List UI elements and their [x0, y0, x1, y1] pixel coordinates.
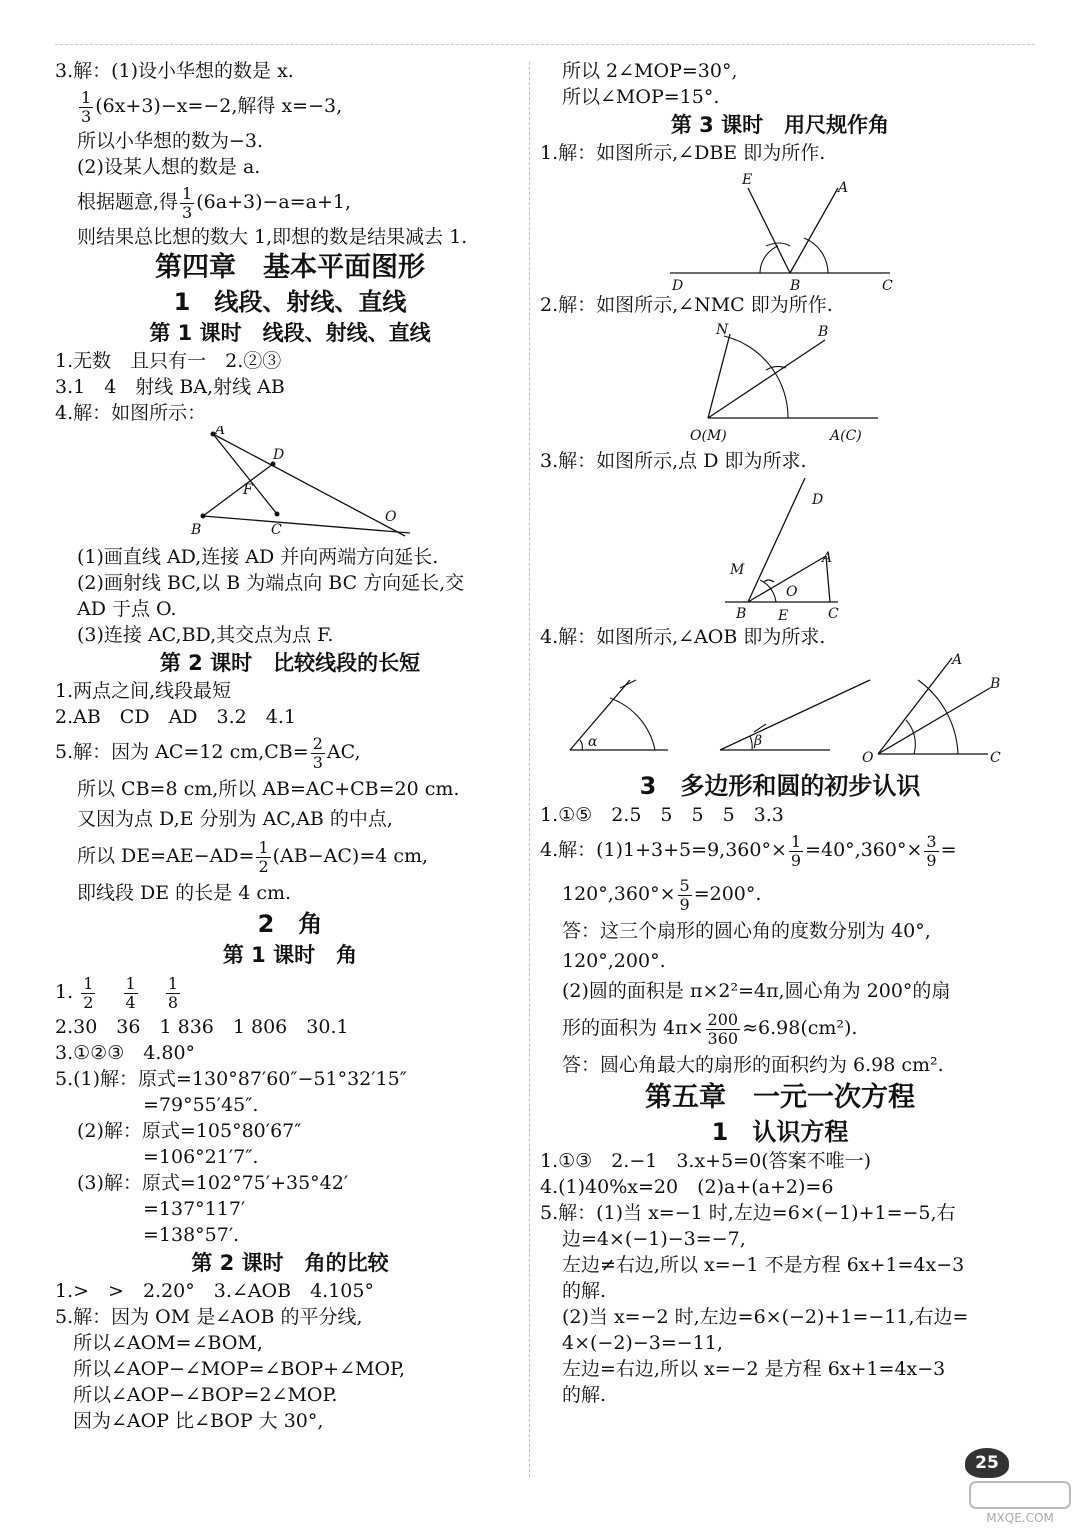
fraction: $\frac{1}{3}$ [182, 183, 193, 222]
line: 的解. [562, 1384, 607, 1406]
line: 左边≠右边,所以 x=−1 不是方程 6x+1=4x−3 [562, 1254, 965, 1276]
line: 左边=右边,所以 x=−2 是方程 6x+1=4x−3 [562, 1358, 946, 1380]
line: (1)画直线 AD,连接 AD 并向两端方向延长. [77, 546, 439, 568]
angle-label: α [588, 734, 598, 750]
line: 根据题意,得 $\frac{1}{3}$ (6a+3)−a=a+1, [77, 183, 352, 222]
answer-line: 3.①②③ 4.80° [55, 1042, 196, 1064]
right-column [540, 58, 1020, 1408]
line: 所以∠MOP=15°. [562, 86, 720, 108]
line: 则结果总比想的数大 1,即想的数是结果减去 1. [77, 226, 468, 248]
point-label: B [790, 278, 801, 292]
line: 答：这三个扇形的圆心角的度数分别为 40°, [562, 920, 931, 942]
chapter-title: 第五章 一元一次方程 [645, 1082, 915, 1113]
answer-line: 1.无数 且只有一 2.②③ [55, 350, 282, 372]
fraction: $\frac{3}{9}$ [926, 831, 937, 870]
fraction: $\frac{1}{3}$ [81, 87, 92, 126]
answer-line: 4.(1)40%x=20 (2)a+(a+2)=6 [540, 1176, 834, 1198]
answer-line: 1.> > 2.20° 3.∠AOB 4.105° [55, 1280, 374, 1302]
line: 4.解：(1)1+3+5=9,360°× $\frac{1}{9}$ =40°,360°× $\frac{3}{9}$ = [540, 831, 957, 870]
line: =79°55′45″. [143, 1094, 259, 1116]
lesson-title: 第 1 课时 线段、射线、直线 [149, 321, 431, 345]
point-label: A(C) [830, 428, 862, 444]
point-label: C [828, 606, 839, 622]
answer-line: 3.1 4 射线 BA,射线 AB [55, 376, 285, 398]
line: 的解. [562, 1280, 607, 1302]
point-label: F [243, 482, 253, 498]
answer-line: 1. $\frac{1}{2}$ $\frac{1}{4}$ $\frac{1}{8}$ [55, 973, 179, 1012]
point-label: E [742, 172, 753, 188]
figure-point-d [540, 474, 1020, 624]
point-label: B [191, 522, 202, 538]
figure-angle-aob [540, 650, 1020, 770]
answer-line: 1.①⑤ 2.5 5 5 5 3.3 [540, 804, 784, 826]
point-label: B [736, 606, 747, 622]
section-title: 1 线段、射线、直线 [173, 288, 407, 316]
point-label: A [952, 652, 963, 668]
fraction: $\frac{5}{9}$ [679, 875, 690, 914]
chapter-title: 第四章 基本平面图形 [155, 252, 425, 283]
answer-line: 5.解：因为 OM 是∠AOB 的平分线, [55, 1306, 363, 1328]
line: (2)当 x=−2 时,左边=6×(−2)+1=−11,右边= [562, 1306, 969, 1328]
point-label: N [716, 322, 729, 338]
line: 又因为点 D,E 分别为 AC,AB 的中点, [77, 808, 393, 830]
point-label: C [882, 278, 893, 292]
line: 形的面积为 4π× $\frac{200}{360}$ ≈6.98(cm²). [562, 1009, 858, 1048]
answer-line: 4.解：如图所示： [55, 402, 207, 424]
answer-line: 4.解：如图所示,∠AOB 即为所求. [540, 626, 826, 648]
watermark-logo [968, 1480, 1072, 1526]
point-label: A [822, 550, 833, 566]
line: 边=4×(−1)−3=−7, [562, 1228, 746, 1250]
fraction: $\frac{1}{9}$ [790, 831, 802, 870]
line: AD 于点 O. [77, 598, 177, 620]
svg-text:MXQE.COM: MXQE.COM [986, 1511, 1054, 1525]
section-title: 1 认识方程 [711, 1118, 849, 1146]
line: 5.解：因为 AC=12 cm,CB= $\frac{2}{3}$ AC, [55, 733, 361, 772]
line: 所以∠AOP−∠BOP=2∠MOP. [73, 1384, 338, 1406]
figure-angle-nmc [540, 318, 1020, 448]
point-label: B [990, 676, 1001, 692]
answer-line: 3.解：如图所示,点 D 即为所求. [540, 450, 807, 472]
fraction: $\frac{200}{360}$ [707, 1009, 739, 1048]
line: =138°57′. [143, 1224, 240, 1246]
point-label: A [215, 426, 226, 438]
line: 所以小华想的数为−3. [77, 130, 264, 152]
section-title: 3 多边形和圆的初步认识 [639, 772, 921, 800]
line: 3.解：(1)设小华想的数是 x. [55, 60, 294, 82]
line: 所以 CB=8 cm,所以 AB=AC+CB=20 cm. [77, 778, 460, 800]
lesson-title: 第 3 课时 用尺规作角 [670, 113, 890, 137]
line: (2)设某人想的数是 a. [77, 156, 261, 178]
fraction: $\frac{1}{4}$ [125, 973, 136, 1012]
point-label: E [778, 608, 789, 624]
point-label: M [730, 562, 745, 578]
line: 所以∠AOP−∠MOP=∠BOP+∠MOP, [73, 1358, 406, 1380]
page-number: 25 [965, 1448, 1009, 1478]
line: (3)解：原式=102°75′+35°42′ [77, 1172, 349, 1194]
line: 所以∠AOM=∠BOM, [73, 1332, 263, 1354]
answer-line: 5.(1)解：原式=130°87′60″−51°32′15″ [55, 1068, 407, 1090]
answer-line: 2.30 36 1 836 1 806 30.1 [55, 1016, 349, 1038]
line: =137°117′ [143, 1198, 246, 1220]
line: =106°21′7″. [143, 1146, 259, 1168]
line: (2)画射线 BC,以 B 为端点向 BC 方向延长,交 [77, 572, 465, 594]
line: (2)圆的面积是 π×2²=4π,圆心角为 200°的扇 [562, 980, 951, 1002]
lesson-title: 第 2 课时 比较线段的长短 [159, 651, 421, 675]
line: 120°,360°× $\frac{5}{9}$ =200°. [562, 875, 762, 914]
line: 4×(−2)−3=−11, [562, 1332, 723, 1354]
fraction: $\frac{1}{2}$ [83, 973, 94, 1012]
line: 所以 2∠MOP=30°, [562, 60, 738, 82]
point-label: O [786, 584, 798, 600]
point-label: C [990, 750, 1001, 766]
fraction: $\frac{1}{8}$ [167, 973, 179, 1012]
line: 120°,200°. [562, 950, 666, 972]
line: 因为∠AOP 比∠BOP 大 30°, [73, 1410, 324, 1432]
line: 即线段 DE 的长是 4 cm. [77, 882, 292, 904]
point-label: O(M) [690, 428, 727, 444]
angle-label: β [754, 733, 763, 749]
line: (3)连接 AC,BD,其交点为点 F. [77, 624, 334, 646]
answer-line: 1.①③ 2.−1 3.x+5=0(答案不唯一) [540, 1150, 872, 1172]
left-column [55, 58, 525, 1434]
point-label: C [271, 522, 282, 538]
point-label: D [273, 447, 285, 463]
answer-line: 1.两点之间,线段最短 [55, 680, 232, 702]
point-label: O [862, 750, 874, 766]
point-label: D [672, 278, 684, 292]
point-label: O [385, 509, 397, 525]
figure-angle-dbe [540, 166, 1020, 292]
section-title: 2 角 [257, 910, 323, 938]
column-divider [529, 62, 530, 1477]
figure-lines [55, 426, 525, 544]
answer-line: 1.解：如图所示,∠DBE 即为所作. [540, 142, 826, 164]
answer-line: 2.解：如图所示,∠NMC 即为所作. [540, 294, 833, 316]
point-label: A [838, 180, 849, 196]
lesson-title: 第 2 课时 角的比较 [191, 1251, 389, 1275]
lesson-title: 第 1 课时 角 [222, 943, 358, 967]
point-label: D [812, 492, 824, 508]
line: (2)解：原式=105°80′67″ [77, 1120, 302, 1142]
answer-line: 5.解：(1)当 x=−1 时,左边=6×(−1)+1=−5,右 [540, 1202, 956, 1224]
line: 答：圆心角最大的扇形的面积约为 6.98 cm². [562, 1054, 944, 1076]
fraction: $\frac{1}{2}$ [258, 837, 269, 876]
fraction: $\frac{2}{3}$ [312, 733, 323, 772]
line: $\frac{1}{3}$ (6x+3)−x=−2,解得 x=−3, [81, 87, 343, 126]
line: 所以 DE=AE−AD= $\frac{1}{2}$ (AB−AC)=4 cm, [77, 837, 429, 876]
top-rule [55, 44, 1035, 45]
point-label: B [818, 324, 829, 340]
answer-line: 2.AB CD AD 3.2 4.1 [55, 706, 296, 728]
